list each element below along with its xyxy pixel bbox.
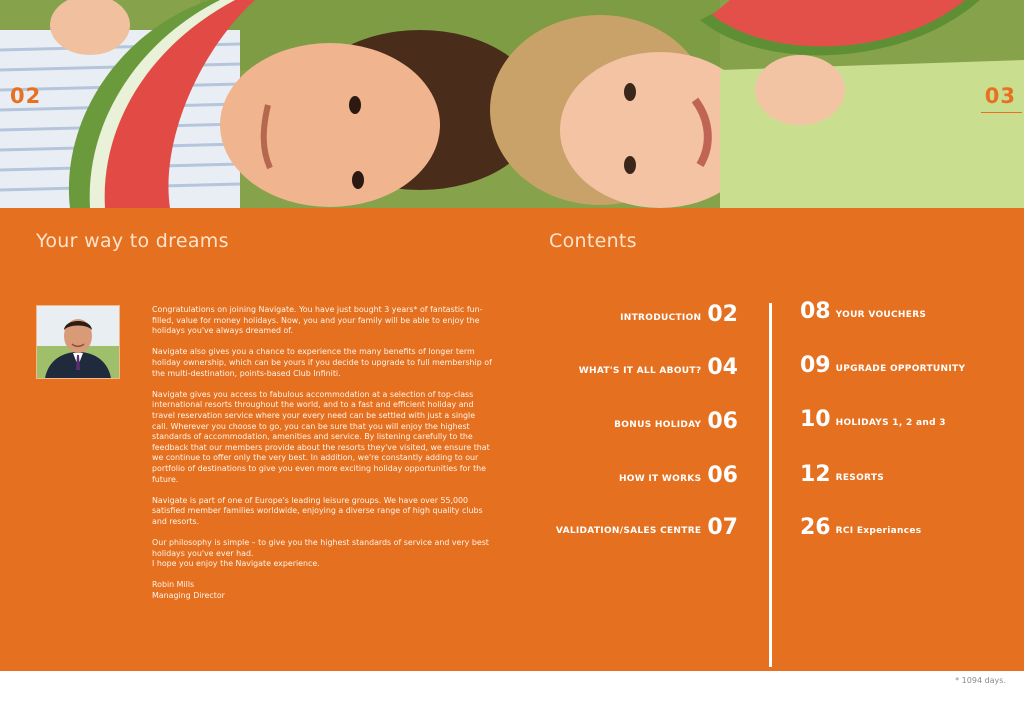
page-number-right: 03 <box>984 84 1016 108</box>
toc-label: HOW IT WORKS <box>618 474 702 484</box>
toc-item-holidays-1-2-3[interactable] <box>800 401 946 431</box>
toc-label: YOUR VOUCHERS <box>835 310 927 320</box>
content-panel <box>0 208 1024 671</box>
children-watermelon-illustration <box>0 0 1024 208</box>
contents-divider <box>769 303 772 667</box>
toc-item-upgrade-opportunity[interactable] <box>800 347 965 377</box>
toc-label: HOLIDAYS 1, 2 and 3 <box>835 418 946 428</box>
toc-page: 12 <box>800 462 831 487</box>
toc-page: 26 <box>800 515 831 540</box>
toc-item-how-it-works[interactable] <box>619 457 738 487</box>
toc-item-rci-experiences[interactable] <box>800 509 921 539</box>
toc-item-resorts[interactable] <box>800 456 884 486</box>
toc-label: UPGRADE OPPORTUNITY <box>835 364 966 374</box>
welcome-letter <box>152 305 492 602</box>
toc-page: 09 <box>800 353 831 378</box>
letter-paragraph: I hope you enjoy the Navigate experience. <box>152 559 320 569</box>
footnote: * 1094 days. <box>955 676 1006 685</box>
signature-name: Robin Mills <box>152 580 195 590</box>
letter-paragraph: Navigate also gives you a chance to experience the many benefits of longer term holiday ownership, which can be yours if you decide to upgrade to full membership of the multi-destination, points-based Club Infiniti. <box>152 347 492 378</box>
letter-paragraph: Navigate gives you access to fabulous accommodation at a selection of top-class international resorts throughout the world, and to a fast and efficient holiday and travel reservation service where your every need can be settled with just a single call. Wherever you choose to go, you can be sure that you will enjoy the highest standards of accommodation, amenities and service. By listening carefully to the feedback that our members provide about the resorts they've visited, we ensure that we continue to offer only the very best. In addition, we're constantly adding to our portfolio of destinations to give you even more exciting holiday opportunities for the future. <box>152 389 490 484</box>
toc-item-introduction[interactable] <box>620 296 738 326</box>
toc-page: 02 <box>707 302 738 327</box>
contents-heading: Contents <box>549 230 637 252</box>
toc-label: RESORTS <box>835 473 885 483</box>
toc-page: 06 <box>707 409 738 434</box>
letter-paragraph: Our philosophy is simple – to give you the highest standards of service and very best holidays you've ever had. <box>152 538 489 558</box>
letter-paragraph: Congratulations on joining Navigate. You have just bought 3 years* of fantastic fun-filled, value for money holidays. Now, you and your family will be able to enjoy the holidays you've always dreamed of. <box>152 305 483 336</box>
letter-paragraph: Navigate is part of one of Europe's leading leisure groups. We have over 55,000 satisfied member families worldwide, enjoying a diverse range of high quality clubs and resorts. <box>152 495 483 526</box>
page-number-left: 02 <box>10 84 42 108</box>
signature-title: Managing Director <box>152 591 225 601</box>
toc-page: 07 <box>707 515 738 540</box>
toc-page: 10 <box>800 407 831 432</box>
toc-item-whats-it-all-about[interactable] <box>579 349 738 379</box>
toc-label: WHAT'S IT ALL ABOUT? <box>578 366 702 376</box>
toc-label: VALIDATION/SALES CENTRE <box>555 526 702 536</box>
toc-page: 08 <box>800 299 831 324</box>
toc-item-your-vouchers[interactable] <box>800 293 926 323</box>
toc-page: 06 <box>707 463 738 488</box>
hero-photo <box>0 0 1024 208</box>
toc-label: BONUS HOLIDAY <box>614 420 702 430</box>
director-portrait <box>36 305 120 379</box>
toc-label: INTRODUCTION <box>620 313 702 323</box>
intro-heading: Your way to dreams <box>36 230 229 252</box>
toc-item-bonus-holiday[interactable] <box>614 403 738 433</box>
toc-page: 04 <box>707 355 738 380</box>
toc-item-validation-sales-centre[interactable] <box>556 509 738 539</box>
toc-label: RCI Experiances <box>835 526 922 536</box>
